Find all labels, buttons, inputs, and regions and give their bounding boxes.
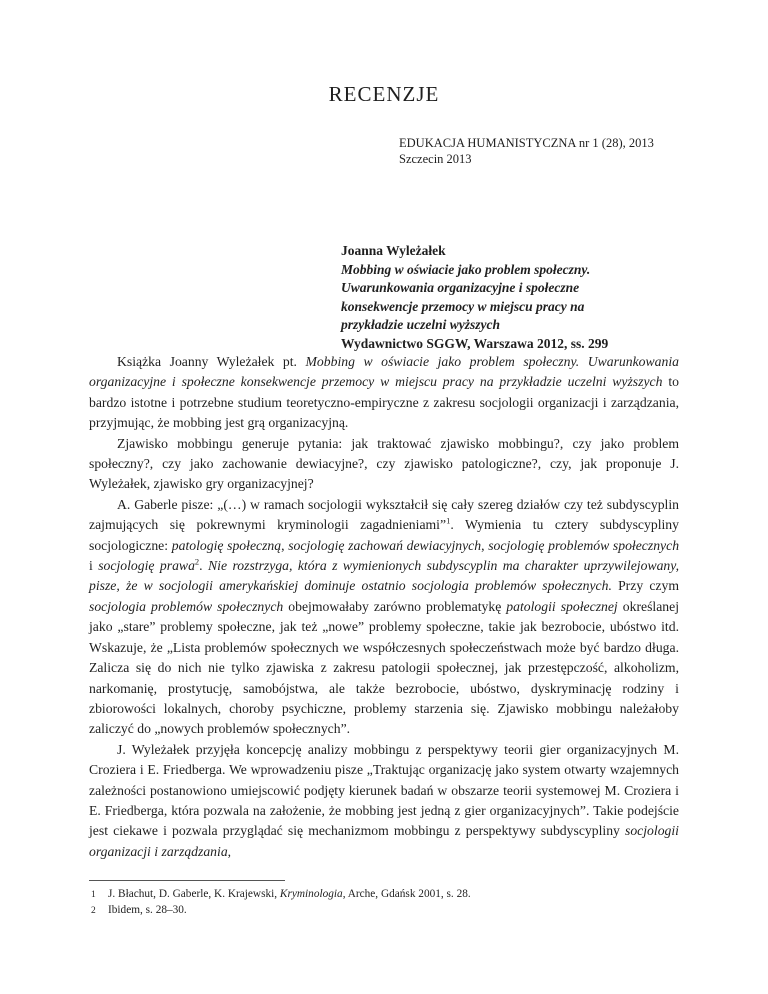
footnote-number: 2 (91, 906, 96, 916)
review-title-line: Uwarunkowania organizacyjne i społeczne (341, 280, 580, 295)
text: , Arche, Gdańsk 2001, s. 28. (342, 888, 471, 900)
emph: socjologię prawa (98, 558, 195, 574)
review-title-line: Mobbing w oświacie jako problem społeczny. (341, 261, 591, 277)
place-line: Szczecin 2013 (399, 152, 472, 166)
text: i (89, 558, 99, 574)
emph: patologię społeczną (171, 537, 282, 553)
footnote-number: 1 (91, 890, 96, 900)
text: A. Gaberle pisze: „(…) w ramach socjologii wykształcił się cały szereg działów czy też subdyscyplin zajmujących się pokrewnymi kryminologii zagadnieniami” (89, 496, 679, 533)
footnote-text (108, 887, 471, 903)
text: Przy czym (611, 578, 679, 594)
review-body (89, 352, 679, 862)
footnotes (89, 887, 679, 919)
footnote-2 (89, 903, 679, 919)
footnote-ref-2[interactable]: 2 (194, 556, 200, 567)
review-title-line: przykładzie uczelni wyższych (341, 317, 501, 332)
text: Książka Joanny Wyleżałek pt. (117, 354, 306, 369)
text: . (199, 558, 209, 574)
paragraph-1 (89, 352, 679, 434)
review-title-line: konsekwencje przemocy w miejscu pracy na (341, 298, 585, 314)
review-publisher: Wydawnictwo SGGW, Warszawa 2012, ss. 299 (341, 335, 609, 351)
text: Ibidem, s. 28–30. (108, 904, 187, 916)
journal-line: EDUKACJA HUMANISTYCZNA nr 1 (28), 2013 (399, 136, 654, 150)
emph: Kryminologia (279, 888, 343, 900)
footnote-divider (89, 880, 285, 881)
emph: socjologia problemów społecznych (89, 598, 284, 614)
journal-info (399, 135, 654, 167)
footnote-text (108, 903, 187, 919)
footnote-1 (89, 887, 679, 903)
review-header (341, 242, 608, 353)
footnote-ref-1[interactable]: 1 (446, 515, 451, 526)
emph: socjologii organizacji i zarządzania (89, 823, 679, 859)
emph: patologii społecznej (506, 598, 618, 614)
review-author: Joanna Wyleżałek (341, 243, 446, 258)
emph: socjologię problemów społecznych (488, 537, 680, 553)
book-title: Mobbing w oświacie jako problem społeczny. Uwarunkowania organizacyjne i społeczne konsekwencje przemocy w miejscu pracy na przykładzie uczelni wyższych (89, 354, 679, 390)
emph: Nie rozstrzyga, która z wymienionych subdyscyplin ma charakter uprzywilejowany, pisze, że w socjologii amerykańskiej dominuje ostatnio socjologia problemów społecznych. (89, 558, 680, 594)
paragraph-3 (89, 495, 679, 740)
text: to bardzo istotne i potrzebne studium teoretyczno-empiryczne z zakresu socjologii organizacji i zarządzania, przyjmując, że mobbing jest grą organizacyjną. (89, 374, 679, 431)
text: . Wymienia tu cztery subdyscypliny socjologiczne: (89, 517, 679, 553)
text: , (481, 537, 489, 553)
text: J. Błachut, D. Gaberle, K. Krajewski, (108, 888, 280, 900)
paragraph-2: Zjawisko mobbingu generuje pytania: jak traktować zjawisko mobbingu?, czy jako problem społeczny?, czy jako zachowanie dewiacyjne?, czy zjawisko patologiczne?, czy, jak proponuje J. Wyleżałek, zjawisko gry organizacyjnej? (89, 435, 679, 492)
section-title: RECENZJE (328, 82, 440, 106)
text: określanej jako „stare” problemy społeczne, jak też „nowe” problemy społeczne, takie jak bezrobocie, ubóstwo itd. Wskazuje, że „Lista problemów społecznych we współczesnych społeczeństwach może być bardzo długa. Zalicza się do nich nie tylko zjawiska z zakresu patologii społecznej, jak przestępczość, alkoholizm, narkomanię, prostytucję, samobójstwa, ale także bezrobocie, ubóstwo, dyskryminację rodziny i zbiorowości lokalnych, choroby psychiczne, problemy starzenia się. Zjawisko mobbingu należałoby zaliczyć do „nowych problemów społecznych”. (89, 598, 680, 737)
text: , (281, 537, 289, 553)
text: , (227, 843, 232, 859)
text: J. Wyleżałek przyjęła koncepcję analizy mobbingu z perspektywy teorii gier organizacyjnych M. Croziera i E. Friedberga. We wprowadzeniu pisze „Traktując organizację jako system otwarty wzajemnych zależności postanowiono umiejscowić podjęty kierunek badań w obszarze teorii systemowej M. Croziera i E. Friedberga, która pozwala na założenie, że mobbing jest jedną z gier organizacyjnych”. Takie podejście jest ciekawe i pozwala przyglądać się mechanizmom mobbingu z perspektywy subdyscypliny (89, 741, 679, 839)
emph: socjologię zachowań dewiacyjnych (288, 537, 482, 553)
text: obejmowałaby zarówno problematykę (283, 598, 507, 614)
paragraph-4 (89, 740, 679, 862)
